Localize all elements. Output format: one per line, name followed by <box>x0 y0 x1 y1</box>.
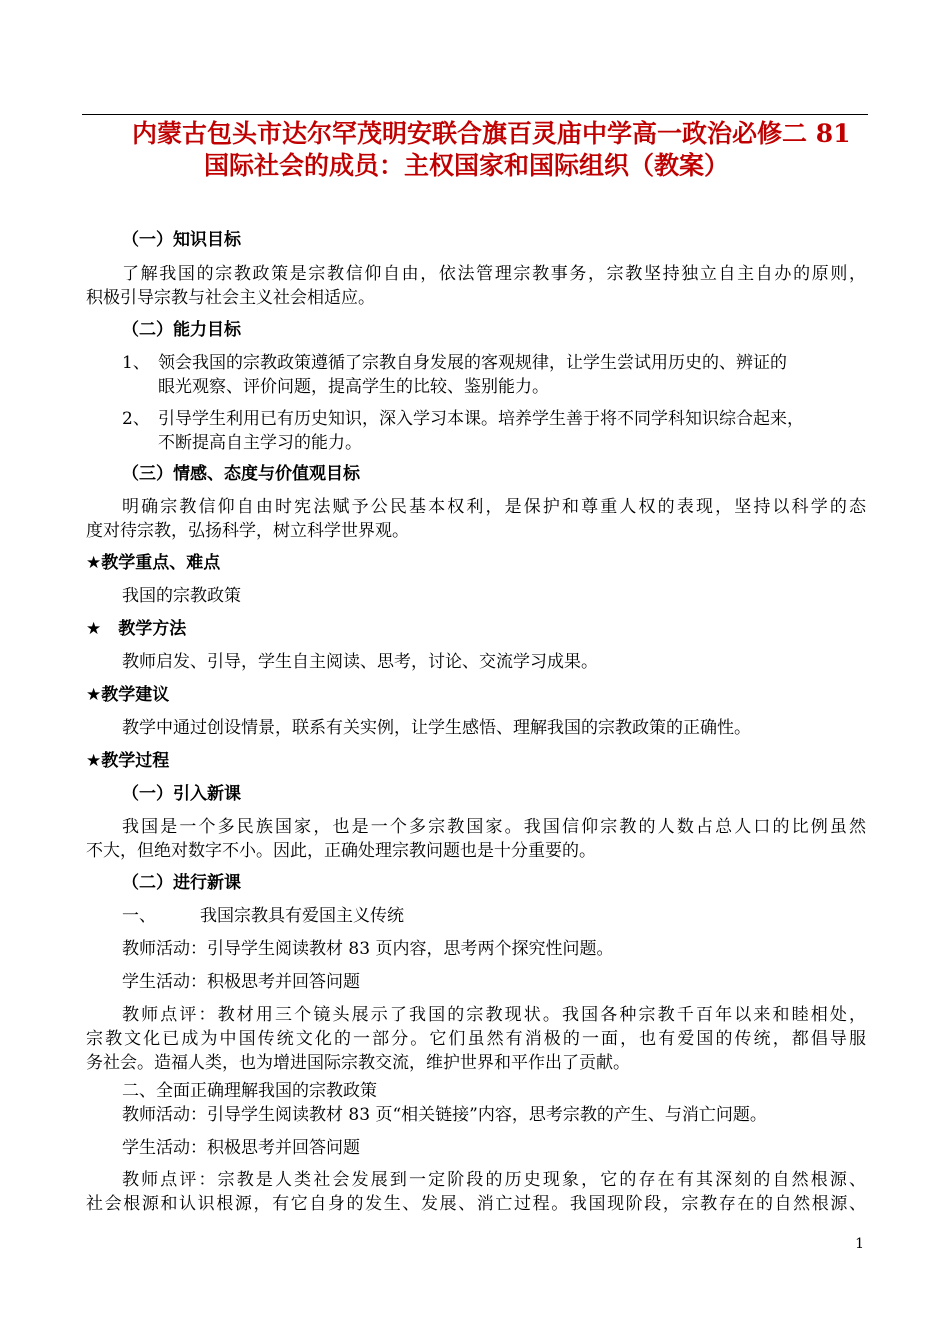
student-activity-2: 学生活动：积极思考并回答问题 <box>122 1138 360 1158</box>
focus-text: 我国的宗教政策 <box>122 586 241 606</box>
process-heading: ★教学过程 <box>86 751 170 771</box>
advice-heading: ★教学建议 <box>86 685 170 705</box>
ability-goal-heading: （二）能力目标 <box>122 320 241 340</box>
header-rule <box>82 114 868 115</box>
title-line-1: 内蒙古包头市达尔罕茂明安联合旗百灵庙中学高一政治必修二 81 <box>132 119 851 148</box>
ability-item-1-number: 1、 <box>122 353 150 373</box>
part-1-number: 一、 <box>122 906 156 926</box>
ability-item-2-text-2: 不断提高自主学习的能力。 <box>158 433 362 453</box>
title-line-2: 国际社会的成员：主权国家和国际组织（教案） <box>204 151 730 180</box>
student-activity-1: 学生活动：积极思考并回答问题 <box>122 972 360 992</box>
ability-item-1-text-2: 眼光观察、评价问题，提高学生的比较、鉴别能力。 <box>158 377 549 397</box>
intro-text-1: 我国是一个多民族国家，也是一个多宗教国家。我国信仰宗教的人数占总人口的比例虽然 <box>122 817 866 837</box>
ability-item-1-text-1: 领会我国的宗教政策遵循了宗教自身发展的客观规律，让学生尝试用历史的、辨证的 <box>158 353 787 373</box>
emotion-goal-heading: （三）情感、态度与价值观目标 <box>122 464 360 484</box>
advice-text: 教学中通过创设情景，联系有关实例，让学生感悟、理解我国的宗教政策的正确性。 <box>122 718 751 738</box>
new-lesson-heading: （二）进行新课 <box>122 873 241 893</box>
page-number: 1 <box>855 1236 864 1252</box>
teacher-comment-2-line-1: 教师点评：宗教是人类社会发展到一定阶段的历史现象，它的存在有其深刻的自然根源、 <box>122 1170 866 1190</box>
teacher-comment-1-line-1: 教师点评：教材用三个镜头展示了我国的宗教现状。我国各种宗教千百年以来和睦相处， <box>122 1005 866 1025</box>
method-text: 教师启发、引导，学生自主阅读、思考，讨论、交流学习成果。 <box>122 652 598 672</box>
teacher-activity-1: 教师活动：引导学生阅读教材 83 页内容，思考两个探究性问题。 <box>122 939 614 959</box>
ability-item-2-text-1: 引导学生利用已有历史知识，深入学习本课。培养学生善于将不同学科知识综合起来， <box>158 409 804 429</box>
ability-item-2-number: 2、 <box>122 409 150 429</box>
focus-heading: ★教学重点、难点 <box>86 553 221 573</box>
intro-text-2: 不大，但绝对数字不小。因此，正确处理宗教问题也是十分重要的。 <box>86 841 596 861</box>
emotion-goal-text-2: 度对待宗教，弘扬科学，树立科学世界观。 <box>86 521 409 541</box>
teacher-comment-1-line-3: 务社会。造福人类，也为增进国际宗教交流，维护世界和平作出了贡献。 <box>86 1053 630 1073</box>
emotion-goal-text-1: 明确宗教信仰自由时宪法赋予公民基本权利，是保护和尊重人权的表现，坚持以科学的态 <box>122 497 866 517</box>
knowledge-goal-text-1: 了解我国的宗教政策是宗教信仰自由，依法管理宗教事务，宗教坚持独立自主自办的原则， <box>122 264 866 284</box>
part-1-title: 我国宗教具有爱国主义传统 <box>200 906 404 926</box>
knowledge-goal-text-2: 积极引导宗教与社会主义社会相适应。 <box>86 288 375 308</box>
teacher-comment-1-line-2: 宗教文化已成为中国传统文化的一部分。它们虽然有消极的一面，也有爱国的传统，都倡导服 <box>86 1029 866 1049</box>
knowledge-goal-heading: （一）知识目标 <box>122 230 241 250</box>
part-2-title: 二、全面正确理解我国的宗教政策 <box>122 1081 377 1101</box>
intro-heading: （一）引入新课 <box>122 784 241 804</box>
method-heading: ★ 教学方法 <box>86 619 187 639</box>
teacher-activity-2: 教师活动：引导学生阅读教材 83 页“相关链接”内容，思考宗教的产生、与消亡问题。 <box>122 1105 767 1125</box>
teacher-comment-2-line-2: 社会根源和认识根源，有它自身的发生、发展、消亡过程。我国现阶段，宗教存在的自然根源、 <box>86 1194 866 1214</box>
